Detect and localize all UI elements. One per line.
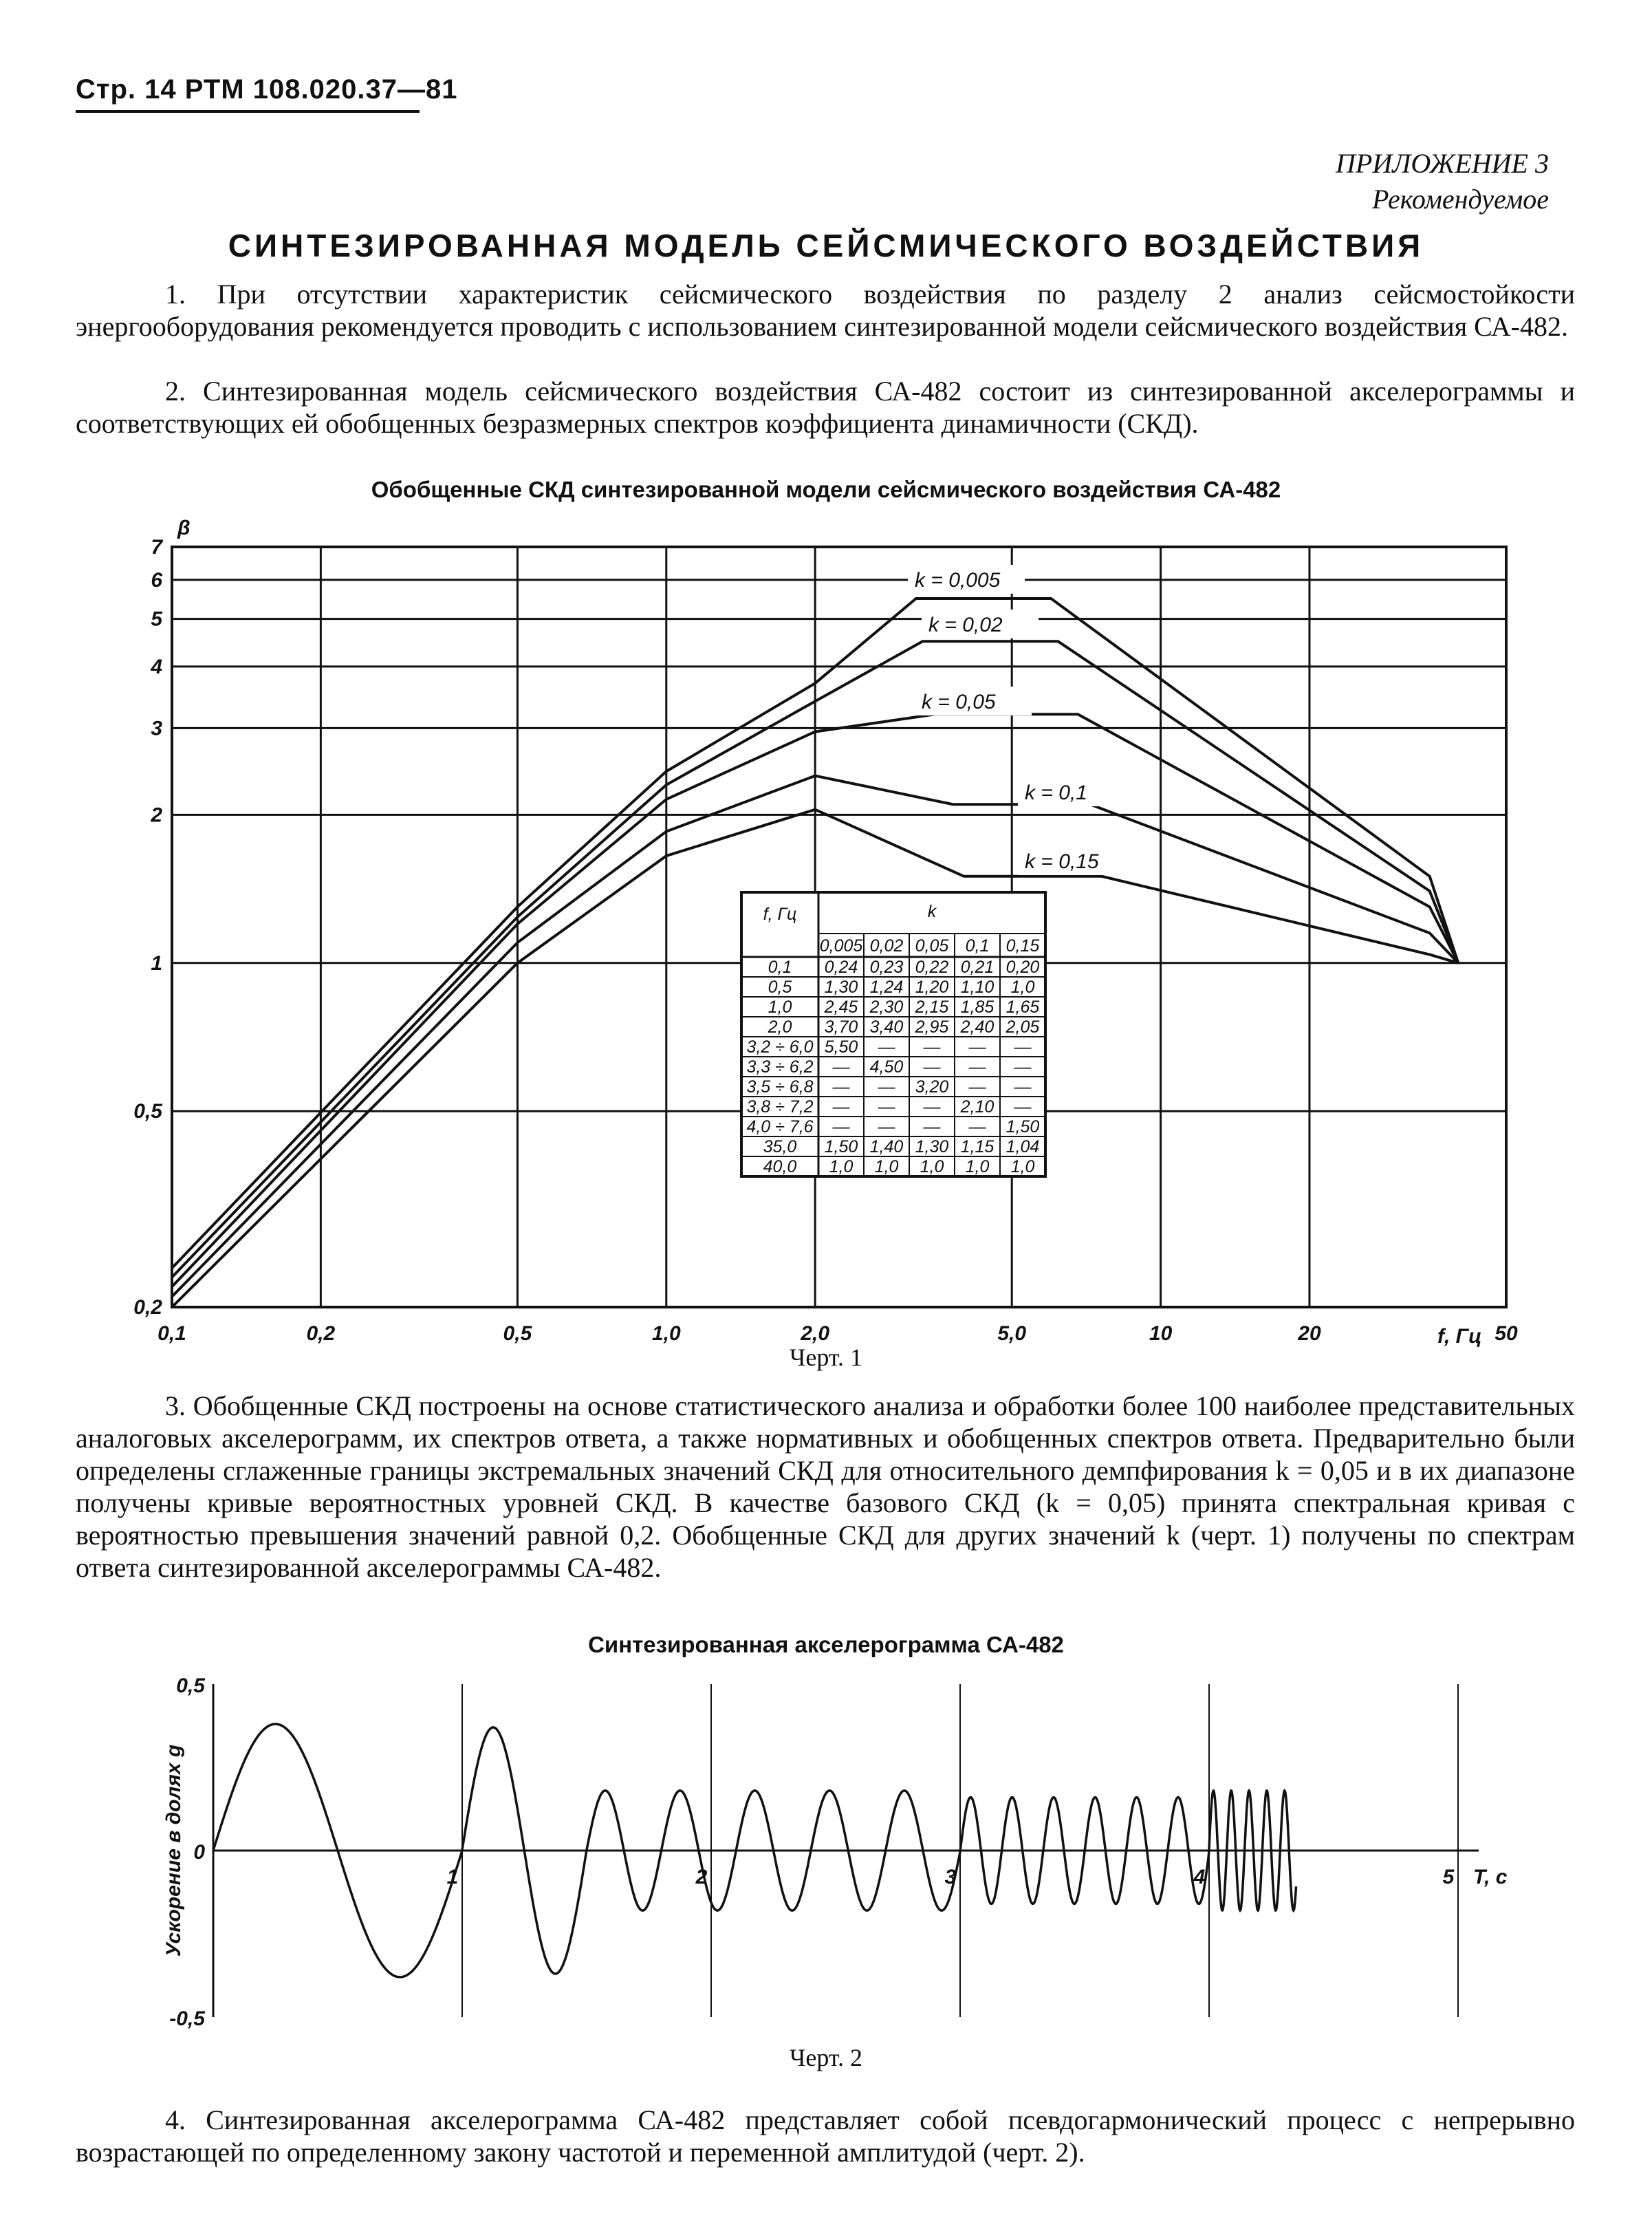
table-cell: 1,50: [1006, 1117, 1040, 1136]
chart2-x-tick-label: 3: [944, 1866, 957, 1888]
chart2-x-axis-label: T, c: [1473, 1866, 1508, 1888]
table-cell: 40,0: [763, 1157, 797, 1176]
table-cell: —: [923, 1057, 941, 1077]
chart1-series-label: k = 0,15: [1025, 850, 1099, 873]
table-header-k-value: 0,15: [1006, 936, 1040, 956]
table-cell: 0,20: [1006, 958, 1040, 977]
chart2-y-tick-label: 0: [193, 1841, 205, 1864]
table-cell: 1,0: [874, 1157, 899, 1176]
page-header: Стр. 14 РТМ 108.020.37—81: [76, 74, 458, 105]
table-cell: 1,0: [768, 998, 792, 1017]
chart1-x-tick-label: 0,5: [503, 1322, 532, 1345]
table-cell: 5,50: [824, 1037, 858, 1057]
table-cell: 0,1: [768, 958, 792, 977]
table-cell: —: [968, 1057, 986, 1077]
table-cell: 1,30: [915, 1137, 949, 1156]
table-cell: 3,5 ÷ 6,8: [746, 1077, 814, 1097]
chart1-y-axis-label: β: [177, 517, 191, 539]
table-cell: —: [832, 1097, 850, 1117]
table-header-k: k: [927, 902, 937, 921]
table-cell: 0,21: [960, 958, 995, 977]
table-cell: 3,70: [824, 1017, 858, 1037]
table-cell: 1,15: [960, 1137, 995, 1156]
chart1-x-tick-label: 5,0: [997, 1322, 1027, 1345]
chart2-x-tick-label: 5: [1442, 1866, 1455, 1888]
chart1-series-label: k = 0,05: [922, 691, 996, 713]
document-title: СИНТЕЗИРОВАННАЯ МОДЕЛЬ СЕЙСМИЧЕСКОГО ВОЗДЕЙСТВИЯ: [228, 228, 1424, 263]
table-cell: —: [968, 1117, 986, 1136]
chart1-x-tick-label: 10: [1149, 1322, 1173, 1345]
table-cell: 2,05: [1006, 1017, 1040, 1037]
table-cell: —: [923, 1117, 941, 1136]
chart1-series-label: k = 0,1: [1025, 782, 1087, 804]
table-cell: —: [878, 1097, 895, 1117]
table-cell: 35,0: [763, 1137, 797, 1156]
chart1-series-label: k = 0,02: [928, 614, 1003, 636]
paragraph-3: 3. Обобщенные СКД построены на основе статистического анализа и обработки более 100 наиболее представительных аналоговых акселерограмм, их спектров ответа, а также нормативных и обобщенных спектров ответа. Предварительно были определены сглаженные границы экстремальных значений СКД для относительного демпфирования k = 0,05 и в их диапазоне получены кривые вероятностных уровней СКД. В качестве базового СКД (k = 0,05) принята спектральная кривая с вероятностью превышения значений равной 0,2. Обобщенные СКД для других значений k (черт. 1) получены по спектрам ответа синтезированной акселерограммы СА-482.: [76, 1390, 1575, 1583]
chart1-x-tick-label: 50: [1495, 1322, 1518, 1345]
table-cell: 3,3 ÷ 6,2: [746, 1057, 814, 1077]
table-cell: —: [968, 1037, 986, 1057]
chart1-y-tick-label: 5: [151, 607, 162, 631]
table-cell: 2,45: [824, 998, 858, 1017]
table-cell: —: [1014, 1077, 1032, 1097]
chart2-caption: Черт. 2: [790, 2044, 862, 2071]
table-cell: 3,8 ÷ 7,2: [746, 1097, 814, 1117]
chart1-x-tick-label: 2,0: [801, 1322, 830, 1345]
table-cell: 1,0: [1010, 1157, 1035, 1176]
table-cell: 1,04: [1006, 1137, 1040, 1156]
table-cell: 1,0: [1010, 978, 1035, 997]
chart1-y-tick-label: 3: [151, 717, 162, 740]
table-cell: 1,20: [915, 978, 949, 997]
table-cell: 4,0 ÷ 7,6: [746, 1117, 814, 1136]
table-cell: 1,24: [869, 978, 904, 997]
table-cell: 0,22: [915, 958, 949, 977]
chart1-y-tick-label: 6: [151, 568, 162, 592]
table-cell: 0,23: [869, 958, 904, 977]
table-cell: 2,10: [960, 1097, 995, 1117]
chart1-x-axis-label: f, Гц: [1437, 1325, 1482, 1348]
chart2-y-axis-label: Ускорение в долях g: [162, 1744, 185, 1957]
table-cell: 2,95: [915, 1017, 949, 1037]
table-cell: 1,65: [1006, 998, 1040, 1017]
paragraph-4: 4. Синтезированная акселерограмма СА-482 представляет собой псевдогармонический процесс с непрерывно возрастающей по определенному закону частотой и переменной амплитудой (черт. 2).: [76, 2104, 1575, 2168]
chart2-accelerogram: [162, 1674, 1508, 2030]
table-cell: —: [923, 1097, 941, 1117]
chart1-x-tick-label: 0,2: [306, 1322, 336, 1345]
chart2-title: Синтезированная акселерограмма СА-482: [588, 1632, 1064, 1657]
chart1-y-tick-label: 1: [151, 951, 162, 975]
table-cell: —: [923, 1037, 941, 1057]
table-cell: 1,40: [869, 1137, 904, 1156]
table-cell: —: [832, 1057, 850, 1077]
table-cell: 1,0: [965, 1157, 990, 1176]
table-cell: 3,40: [869, 1017, 904, 1037]
table-cell: 2,0: [768, 1017, 792, 1037]
chart1-x-tick-label: 1,0: [651, 1322, 681, 1345]
table-cell: 1,50: [824, 1137, 858, 1156]
table-header-f: f, Гц: [763, 905, 797, 924]
chart2-y-tick-label: -0,5: [169, 2007, 205, 2030]
appendix-status: Рекомендуемое: [1371, 184, 1549, 215]
table-header-k-value: 0,1: [965, 936, 990, 956]
table-header-k-value: 0,005: [819, 936, 863, 956]
chart1-series-label: k = 0,005: [915, 569, 1001, 592]
table-cell: 2,15: [915, 998, 949, 1017]
table-cell: 1,0: [829, 1157, 854, 1176]
chart1-y-tick-label: 0,5: [133, 1100, 162, 1123]
table-cell: —: [1014, 1057, 1032, 1077]
table-cell: —: [832, 1117, 850, 1136]
table-cell: 1,10: [960, 978, 995, 997]
table-cell: 1,85: [960, 998, 995, 1017]
table-cell: —: [878, 1117, 895, 1136]
chart1-title: Обобщенные СКД синтезированной модели сейсмического воздействия СА-482: [371, 477, 1281, 502]
chart2-y-tick-label: 0,5: [176, 1674, 205, 1697]
chart1-x-tick-label: 20: [1298, 1322, 1321, 1345]
table-cell: —: [878, 1077, 895, 1097]
chart1-y-tick-label: 7: [151, 536, 162, 559]
table-cell: —: [1014, 1037, 1032, 1057]
table-header-k-value: 0,02: [869, 936, 904, 956]
chart1-caption: Черт. 1: [790, 1344, 862, 1371]
table-cell: 0,5: [768, 978, 792, 997]
table-cell: 1,30: [824, 978, 858, 997]
chart2-x-tick-label: 2: [695, 1866, 708, 1888]
chart1-data-table: [741, 892, 1045, 1176]
table-cell: 3,20: [915, 1077, 949, 1097]
table-cell: 4,50: [869, 1057, 904, 1077]
chart1-x-tick-label: 0,1: [157, 1322, 186, 1345]
chart2-x-tick-label: 1: [446, 1866, 459, 1888]
paragraph-2: 2. Синтезированная модель сейсмического воздействия СА-482 состоит из синтезированной акселерограммы и соответствующих ей обобщенных безразмерных спектров коэффициента динамичности (СКД).: [76, 376, 1575, 439]
chart1-y-tick-label: 2: [151, 804, 162, 827]
chart1-y-tick-label: 0,2: [133, 1296, 162, 1319]
table-cell: 2,40: [960, 1017, 995, 1037]
table-cell: —: [1014, 1097, 1032, 1117]
table-cell: —: [832, 1077, 850, 1097]
chart1-y-tick-label: 4: [151, 655, 162, 678]
chart2-x-tick-label: 4: [1193, 1866, 1206, 1888]
table-cell: 1,0: [920, 1157, 944, 1176]
appendix-number: ПРИЛОЖЕНИЕ 3: [1336, 148, 1549, 179]
paragraph-1: 1. При отсутствии характеристик сейсмического воздействия по разделу 2 анализ сейсмостойкости энергооборудования рекомендуется проводить с использованием синтезированной модели сейсмического воздействия СА-482.: [76, 279, 1575, 342]
table-header-k-value: 0,05: [915, 936, 949, 956]
table-cell: —: [968, 1077, 986, 1097]
table-cell: —: [878, 1037, 895, 1057]
table-cell: 2,30: [869, 998, 904, 1017]
table-cell: 3,2 ÷ 6,0: [746, 1037, 814, 1057]
table-cell: 0,24: [824, 958, 858, 977]
